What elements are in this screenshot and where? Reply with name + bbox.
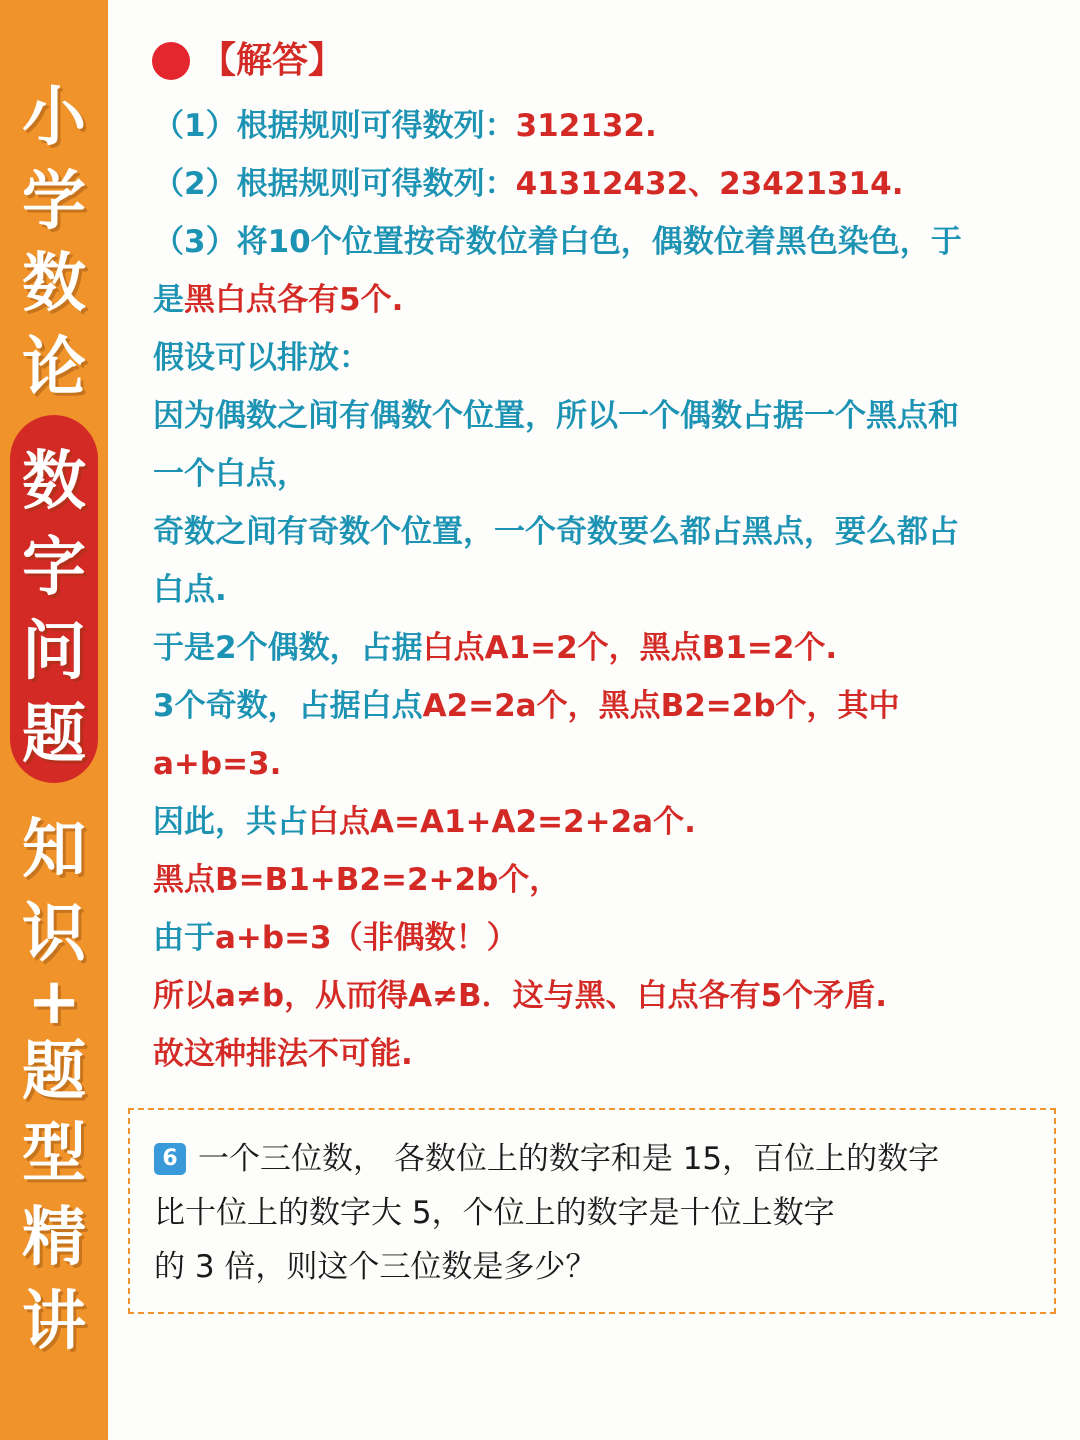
solution-text-teal: 于是2个偶数，占据 (153, 630, 423, 666)
title-char: 学 (22, 165, 86, 239)
solution-text-teal: （2）根据规则可得数列： (153, 166, 516, 202)
subtitle-char: 型 (22, 1117, 86, 1191)
title-char: 论 (22, 331, 86, 405)
red-dot-icon (152, 42, 190, 80)
solution-line (153, 280, 403, 320)
topic-char: 题 (22, 698, 86, 772)
solution-line (153, 454, 308, 494)
title-banner (0, 0, 108, 1440)
solution-line (153, 744, 281, 784)
solution-line (153, 222, 962, 262)
topic-char: 数 (22, 445, 86, 519)
solution-line (153, 628, 837, 668)
solution-text-red: 黑白点各有5个. (184, 282, 404, 318)
solution-text-red: 312132. (515, 108, 657, 144)
title-char: 小 (22, 81, 86, 155)
solution-text-teal: 是 (153, 282, 184, 318)
topic-char: 字 (22, 531, 86, 605)
question-box (128, 1108, 1056, 1314)
solution-text-red: a+b=3（非偶数！） (215, 920, 518, 956)
solution-text-red: 41312432、23421314. (515, 166, 904, 202)
solution-line (153, 106, 657, 146)
solution-text-red: 白点A1=2个，黑点B1=2个. (422, 630, 838, 666)
solution-text-teal: 假设可以排放： (153, 340, 370, 376)
solution-line (153, 860, 560, 900)
solution-text-red: 所以a≠b，从而得A≠B．这与黑、白点各有5个矛盾. (153, 978, 888, 1014)
solution-line (153, 164, 903, 204)
solution-text-teal: （1）根据规则可得数列： (153, 108, 516, 144)
question-line: 一个三位数， 各数位上的数字和是 15，百位上的数字 (198, 1141, 940, 1177)
solution-line (153, 686, 900, 726)
solution-line (153, 570, 227, 610)
solution-text-teal: 白点. (153, 572, 227, 608)
solution-text-teal: 奇数之间有奇数个位置，一个奇数要么都占黑点，要么都占 (153, 514, 959, 550)
solution-text-red: a+b=3. (153, 746, 282, 782)
subtitle-char: 识 (22, 897, 86, 971)
subtitle-char: 知 (22, 813, 86, 887)
solution-line (153, 976, 887, 1016)
solution-text-red: A2=2a个，黑点B2=2b个，其中 (422, 688, 900, 724)
subtitle-char: + (27, 965, 81, 1039)
subtitle-char: 精 (22, 1201, 86, 1275)
subtitle-char: 讲 (22, 1285, 86, 1359)
solution-line (153, 512, 959, 552)
solution-text-teal: 3个奇数，占据白点 (153, 688, 423, 724)
solution-text-teal: （3）将10个位置按奇数位着白色，偶数位着黑色染色，于 (153, 224, 962, 260)
solution-text-teal: 由于 (153, 920, 215, 956)
question-line: 比十位上的数字大 5，个位上的数字是十位上数字 (154, 1195, 835, 1231)
question-number-badge: 6 (154, 1143, 186, 1175)
solution-line (153, 1034, 413, 1074)
subtitle-char: 题 (22, 1035, 86, 1109)
solution-line (153, 802, 696, 842)
solution-text-teal: 因此，共占 (153, 804, 308, 840)
question-line: 的 3 倍，则这个三位数是多少？ (154, 1249, 597, 1285)
solution-line (153, 396, 959, 436)
title-char: 数 (22, 247, 86, 321)
solution-text-teal: 一个白点， (153, 456, 308, 492)
solution-text-red: 黑点B=B1+B2=2+2b个， (153, 862, 561, 898)
solution-line (153, 338, 370, 378)
solution-text-teal: 因为偶数之间有偶数个位置，所以一个偶数占据一个黑点和 (153, 398, 959, 434)
solution-text-red: 故这种排法不可能. (153, 1036, 413, 1072)
solution-text-red: 白点A=A1+A2=2+2a个. (308, 804, 696, 840)
solution-line (153, 918, 518, 958)
answer-heading: 【解答】 (200, 40, 345, 81)
topic-char: 问 (22, 615, 86, 689)
